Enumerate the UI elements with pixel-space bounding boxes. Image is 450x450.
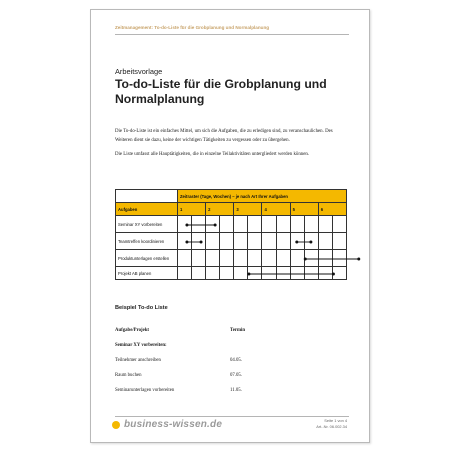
list-item: [115, 388, 295, 403]
gantt-bar-endpoint: [357, 258, 360, 261]
logo-dot-icon: [112, 421, 120, 429]
gantt-col-6: 6: [318, 203, 346, 216]
list-item-task: Seminarunterlagen vorbereiten: [115, 388, 175, 393]
gantt-column-row: [116, 203, 347, 216]
gantt-task-label: Projekt AB planen: [116, 267, 178, 280]
gantt-task-label: Seminar XY vorbereiten: [116, 216, 178, 233]
page-info: [316, 418, 347, 430]
gantt-task-label: Teamtreffen koordinieren: [116, 233, 178, 250]
example-title: Beispiel To-do Liste: [115, 305, 168, 311]
intro-text: [115, 127, 340, 164]
gantt-corner-cell: [116, 190, 178, 203]
list-item: [115, 358, 295, 373]
gantt-task-row: [116, 267, 347, 280]
gantt-col-4: 4: [262, 203, 290, 216]
list-item-task: Teilnehmer anschreiben: [115, 358, 161, 363]
gantt-col-1: 1: [178, 203, 206, 216]
page-number: Seite 1 von 4: [324, 418, 347, 423]
brand-logo[interactable]: [112, 419, 222, 430]
gantt-task-row: [116, 250, 347, 267]
example-project: [115, 343, 295, 358]
logo-text: business-wissen.de: [124, 419, 223, 430]
example-header-row: [115, 328, 295, 343]
gantt-col-5: 5: [290, 203, 318, 216]
list-item-date: 04.05.: [230, 358, 242, 363]
gantt-task-row: [116, 216, 347, 233]
document-page: [90, 9, 370, 443]
document-subtitle: Arbeitsvorlage: [115, 67, 163, 76]
running-head: Zeitmanagement: To-do-Liste für die Grobplanung und Normalplanung: [115, 25, 270, 30]
example-col-task: Aufgabe/Projekt: [115, 328, 150, 333]
article-number: Art.-Nr. 06.002.34: [316, 424, 347, 429]
list-item: [115, 373, 295, 388]
list-item-date: 11.05.: [230, 388, 242, 393]
footer-divider: [115, 416, 349, 417]
intro-paragraph-2: Die Liste umfasst alle Hauptätigkeiten, die in einzelne Teilaktivitäten untergliedert werden können.: [115, 152, 310, 157]
intro-paragraph-1: Die To-do-Liste ist ein einfaches Mittel, um sich die Aufgaben, die zu erledigen sind, zu veranschaulichen. Des Weiteren dient sie dazu, keine der wichtigen Tätigkeiten zu vergessen oder zu übergehen.: [115, 129, 333, 143]
gantt-header-row: [116, 190, 347, 203]
gantt-task-label: Produktunterlagen erstellen: [116, 250, 178, 267]
gantt-timescale-header: Zeitraster (Tage, Wochen) – je nach Art Ihrer Aufgaben: [178, 190, 347, 203]
gantt-col-3: 3: [234, 203, 262, 216]
header-divider: [115, 34, 349, 35]
list-item-date: 07.05.: [230, 373, 242, 378]
gantt-col-2: 2: [206, 203, 234, 216]
gantt-task-row: [116, 233, 347, 250]
list-item-task: Raum buchen: [115, 373, 142, 378]
example-project-label: Seminar XY vorbereiten:: [115, 343, 167, 348]
document-title: To-do-Liste für die Grobplanung und Normalplanung: [115, 77, 327, 106]
example-col-date: Termin: [230, 328, 246, 333]
gantt-table: [115, 189, 347, 280]
example-list: [115, 328, 295, 403]
gantt-task-header: Aufgaben: [116, 203, 178, 216]
